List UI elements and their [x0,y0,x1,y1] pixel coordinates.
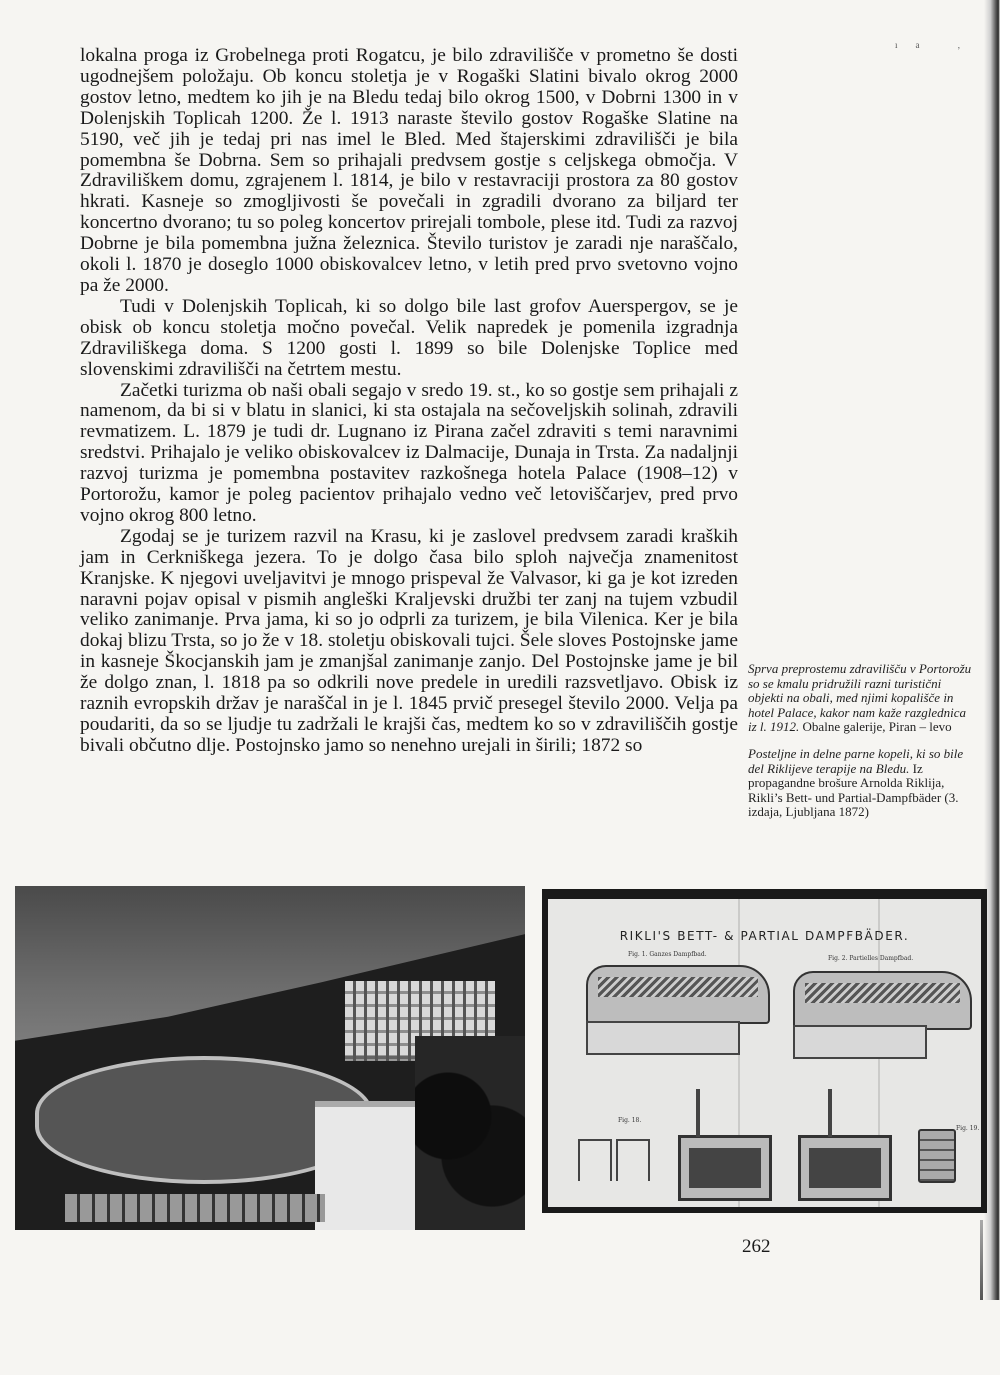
caption-portoroz [748,662,973,735]
page-number: 262 [742,1236,771,1257]
binding-mark [980,1220,983,1300]
corner-marks: ıa , [895,40,978,50]
photo-trees [415,1036,525,1230]
bath-house [315,1101,425,1230]
caption-portoroz-italic: Sprva preprostemu zdravilišču v Portorožu so se kmalu pridružili razni turistični objekti na obali, med njimi kopališče in hotel Palace, kakor nam kaže razglednica iz l. 1912. [748,661,972,735]
bed-frame-2 [793,1025,927,1059]
bed-frame-1 [586,1021,740,1055]
caption-rikli [748,747,973,820]
fig-small-right-label: Fig. 19. [956,1125,980,1132]
frame-stand [578,1139,612,1181]
portoroz-postcard-photo [15,886,525,1230]
paragraph-1: lokalna proga iz Grobelnega proti Rogatcu, je bilo zdravilišče v prometno še dosti ugodnejšem položaju. Ob koncu stoletja je v Rogaški Slatini bivalo okrog 2000 gostov letno, medtem ko jih je na Bledu tedaj bilo okrog 1500, v Dobrni 1300 in v Dolenjskih Toplicah 1200. Že l. 1913 naraste število gostov Rogaške Slatine na 5190, več jih je tedaj pri nas imel le Bled. Med štajerskimi zdravilišči je bila pomembna še Dobrna. Sem so prihajali predvsem gostje s celjskega območja. V Zdraviliškem domu, zgrajenem l. 1814, je bilo v restavraciji prostora za 80 gostov hkrati. Kasneje so zmogljivosti še povečali in zgradili dvorano za biljard ter koncertno dvorano; tu so poleg koncertov prirejali tombole, plese itd. Tudi za razvoj Dobrne je bila pomembna južna železnica. Število turistov je zaradi nje naraščalo, okoli l. 1870 je doseglo 1000 obiskovalcev letno, v letih pred prvo svetovno vojno pa že 2000. [80,45,738,296]
plate-title: RIKLI'S BETT- & PARTIAL DAMPFBÄDER. [619,929,910,943]
steam-bed-1-icon [586,965,770,1024]
rikli-steam-bath-plate [542,889,987,1213]
frame-stand [616,1139,650,1181]
fig-small-left-label: Fig. 18. [618,1117,642,1124]
caption-rikli-source: Iz propagandne brošure Arnolda Riklija, Rikli’s Bett- und Partial-Dampfbäder (3. izdaja, Ljubljana 1872) [748,760,959,820]
fig1-label: Fig. 1. Ganzes Dampfbad. [628,951,707,958]
steam-cabinet-b [798,1135,892,1201]
steam-pipe-a [696,1089,700,1137]
photo-fence [65,1194,325,1222]
steam-cabinet-a [678,1135,772,1201]
body-text [80,46,738,757]
steam-pipe-b [828,1089,832,1137]
paragraph-4: Zgodaj se je turizem razvil na Krasu, ki je zaslovel predvsem zaradi kraških jam in Cerkniškega jezera. To je dolgo časa bilo sploh največja znamenitost Kranjske. K njegovi uveljavitvi je mnogo prispeval že Valvasor, ki ga je kot izreden naravni pojav opisal v pismih angleški Kraljevski družbi ter zanj na tujem vzbudil veliko zanimanje. Prva jama, ki so jo odprli za turizem, je bila Vilenica. Ker je bila dokaj blizu Trsta, so jo že v 18. stoletju obiskovali tujci. Šele sloves Postojnske jame in kasneje Škocjanskih jam je zmanjšal zanimanje zanjo. Del Postojnske jame je bil že dolgo znan, l. 1818 pa so odkrili nove predele in uredili razsvetljavo. Obisk iz raznih evropskih držav je naraščal in je l. 1845 prvič presegel število 2000. Velja pa poudariti, da so se ljudje tu zadržali le krajši čas, medtem ko so v zdraviliščih gostje bivali občutno dlje. Postojnsko jamo so nenehno urejali in širili; 1872 so [80,525,738,756]
steam-bucket-icon [918,1129,956,1183]
caption-portoroz-source: Obalne galerije, Piran – levo [799,719,952,735]
paragraph-3: Začetki turizma ob naši obali segajo v sredo 19. st., ko so gostje sem prihajali z namenom, da bi si v blatu in slanici, ki sta ostajala na sečoveljskih solinah, zdravili revmatizem. L. 1879 je tudi dr. Lugnano iz Pirana začel zdraviti s temi naravnimi sredstvi. Prihajalo je veliko obiskovalcev iz Dalmacije, Dunaja in Trsta. Za nadaljnji razvoj turizma je pomembna postavitev razkošnega hotela Palace (1908–12) v Portorožu, kamor je poleg pacientov prihajalo vedno več letoviščarjev, pred prvo vojno okrog 800 letno. [80,379,738,526]
steam-bed-2-icon [793,971,972,1030]
paragraph-2: Tudi v Dolenjskih Toplicah, ki so dolgo bile last grofov Auerspergov, se je obisk ob koncu stoletja močno povečal. Velik napredek je pomenila izgradnja Zdraviliškega doma. S 1200 gosti l. 1899 so bile Dolenjske Toplice med slovenskimi zdravilišči na četrtem mestu. [80,295,738,380]
fig2-label: Fig. 2. Partielles Dampfbad. [828,955,914,962]
caption-rikli-italic: Posteljne in delne parne kopeli, ki so bile del Riklijeve terapije na Bledu. [748,745,964,776]
sidebar-captions [748,662,973,832]
